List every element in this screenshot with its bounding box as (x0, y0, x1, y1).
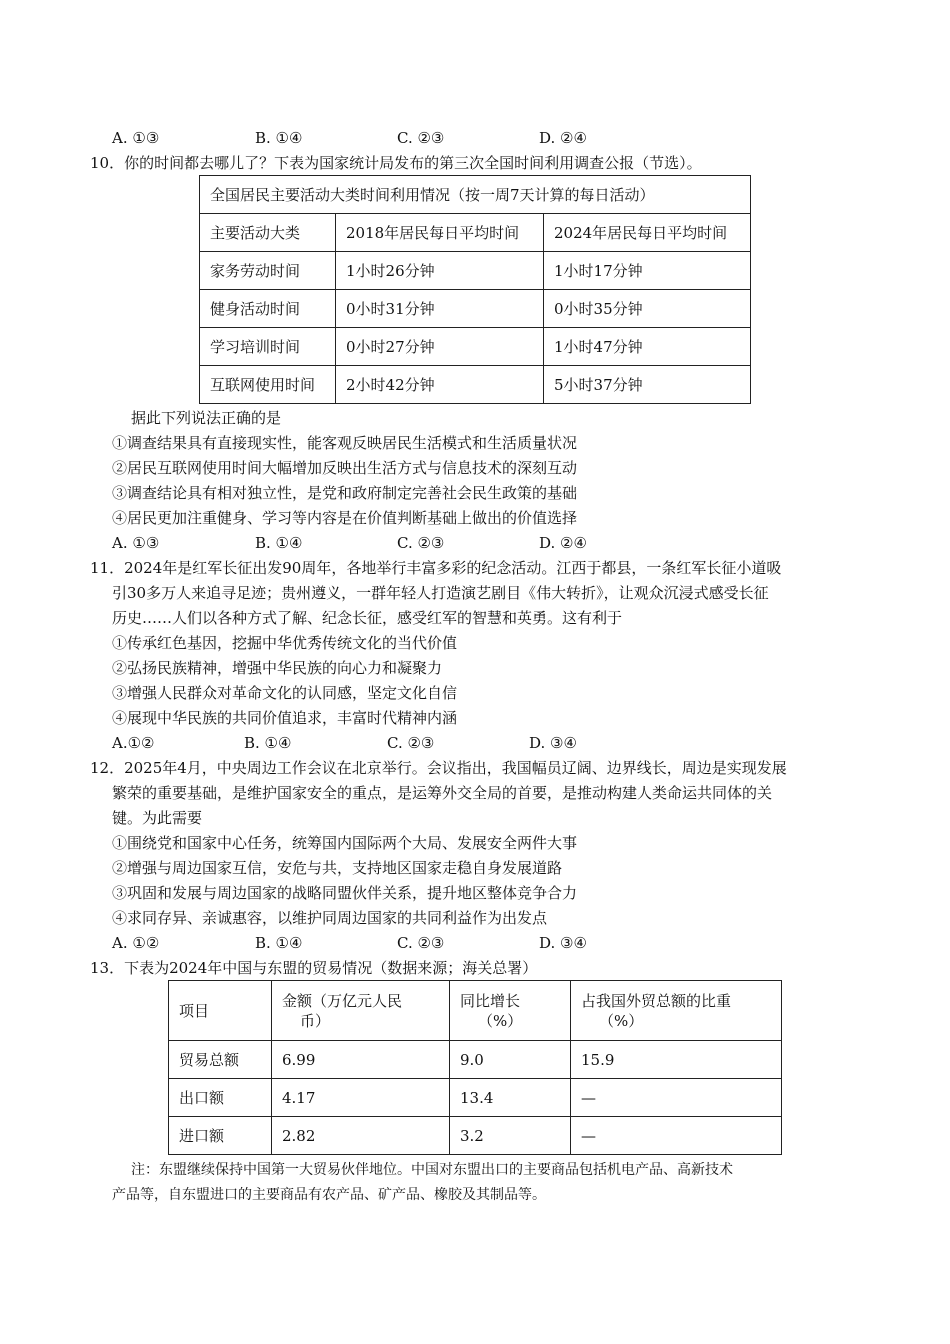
q11-option-b: B. ①④ (244, 734, 292, 752)
table-cell: — (571, 1079, 782, 1117)
q10-header-2018: 2018年居民每日平均时间 (336, 214, 544, 252)
table-cell: 0小时27分钟 (336, 328, 544, 366)
q12-option-a: A. ①② (112, 934, 160, 952)
q13-header-growth (450, 981, 571, 1041)
q9-option-b: B. ①④ (255, 129, 303, 147)
q12-statement-1: ①围绕党和国家中心任务，统筹国内国际两个大局、发展安全两件大事 (112, 834, 578, 852)
q13-header-share-line-2: （%） (599, 1011, 644, 1030)
q11-statement-4: ④展现中华民族的共同价值追求，丰富时代精神内涵 (112, 709, 458, 727)
q13-header-item: 项目 (169, 981, 272, 1041)
table-cell: 13.4 (450, 1079, 571, 1117)
q9-options (112, 128, 712, 148)
q11-statement-3: ③增强人民群众对革命文化的认同感，坚定文化自信 (112, 684, 458, 702)
table-row (200, 366, 751, 404)
q10-statement-3: ③调查结论具有相对独立性，是党和政府制定完善社会民生政策的基础 (112, 484, 578, 502)
q12-option-c: C. ②③ (397, 934, 445, 952)
table-cell: 家务劳动时间 (200, 252, 336, 290)
table-cell: 3.2 (450, 1117, 571, 1155)
q13-header-growth-line-1: 同比增长 (460, 991, 521, 1010)
table-cell: 15.9 (571, 1041, 782, 1079)
q12-statement-3: ③巩固和发展与周边国家的战略同盟伙伴关系，提升地区整体竞争合力 (112, 884, 578, 902)
q13-table (168, 980, 782, 1155)
q10-options (112, 533, 712, 553)
q13-stem: 13．下表为2024年中国与东盟的贸易情况（数据来源；海关总署） (90, 959, 538, 977)
table-row (200, 252, 751, 290)
table-cell: 0小时35分钟 (544, 290, 751, 328)
q11-option-a: A.①② (112, 734, 155, 752)
table-cell: 学习培训时间 (200, 328, 336, 366)
q10-statement-1: ①调查结果具有直接现实性，能客观反映居民生活模式和生活质量状况 (112, 434, 578, 452)
table-cell: 1小时17分钟 (544, 252, 751, 290)
table-cell: 贸易总额 (169, 1041, 272, 1079)
q10-stem: 10．你的时间都去哪儿了？下表为国家统计局发布的第三次全国时间利用调查公报（节选）。 (90, 154, 702, 172)
q10-table-title: 全国居民主要活动大类时间利用情况（按一周7天计算的每日活动） (200, 176, 751, 214)
q12-options (112, 933, 712, 953)
q13-header-growth-line-2: （%） (478, 1011, 523, 1030)
table-row (169, 1117, 782, 1155)
q13-note-line-1: 注：东盟继续保持中国第一大贸易伙伴地位。中国对东盟出口的主要商品包括机电产品、高新技术 (131, 1162, 733, 1178)
table-cell: 1小时47分钟 (544, 328, 751, 366)
table-row (169, 1041, 782, 1079)
q9-option-a: A. ①③ (112, 129, 160, 147)
q10-statement-4: ④居民更加注重健身、学习等内容是在价值判断基础上做出的价值选择 (112, 509, 578, 527)
table-cell: 进口额 (169, 1117, 272, 1155)
table-cell: 2.82 (272, 1117, 450, 1155)
table-cell: 0小时31分钟 (336, 290, 544, 328)
q10-header-2024: 2024年居民每日平均时间 (544, 214, 751, 252)
table-cell: 2小时42分钟 (336, 366, 544, 404)
q13-header-share-line-1: 占我国外贸总额的比重 (581, 991, 732, 1010)
q11-options (112, 733, 712, 753)
table-row (200, 328, 751, 366)
q12-option-b: B. ①④ (255, 934, 303, 952)
q13-header-share (571, 981, 782, 1041)
q13-note-line-2: 产品等，自东盟进口的主要商品有农产品、矿产品、橡胶及其制品等。 (112, 1187, 546, 1203)
q13-header-amount-line-2: 币） (300, 1011, 331, 1030)
q12-option-d: D. ③④ (539, 934, 587, 952)
q13-header-amount-line-1: 金额（万亿元人民 (282, 991, 403, 1010)
table-cell: 9.0 (450, 1041, 571, 1079)
table-cell: 4.17 (272, 1079, 450, 1117)
table-cell: 1小时26分钟 (336, 252, 544, 290)
q10-option-d: D. ②④ (539, 534, 587, 552)
table-cell: 5小时37分钟 (544, 366, 751, 404)
q10-option-a: A. ①③ (112, 534, 160, 552)
q10-statement-2: ②居民互联网使用时间大幅增加反映出生活方式与信息技术的深刻互动 (112, 459, 578, 477)
q11-stem-line-1: 11．2024年是红军长征出发90周年，各地举行丰富多彩的纪念活动。江西于都县，一条红军长征小道吸 (90, 559, 782, 577)
q12-statement-4: ④求同存异、亲诚惠容，以维护同周边国家的共同利益作为出发点 (112, 909, 548, 927)
q12-stem-line-3: 键。为此需要 (112, 809, 203, 827)
q12-stem-line-1: 12．2025年4月，中央周边工作会议在北京举行。会议指出，我国幅员辽阔、边界线长，周边是实现发展 (90, 759, 787, 777)
q10-table (199, 175, 751, 404)
q11-option-c: C. ②③ (387, 734, 435, 752)
q11-statement-1: ①传承红色基因，挖掘中华优秀传统文化的当代价值 (112, 634, 458, 652)
table-cell: 6.99 (272, 1041, 450, 1079)
q13-header-amount (272, 981, 450, 1041)
q11-statement-2: ②弘扬民族精神，增强中华民族的向心力和凝聚力 (112, 659, 443, 677)
table-cell: 健身活动时间 (200, 290, 336, 328)
q9-option-d: D. ②④ (539, 129, 587, 147)
q12-statement-2: ②增强与周边国家互信，安危与共，支持地区国家走稳自身发展道路 (112, 859, 563, 877)
q10-option-b: B. ①④ (255, 534, 303, 552)
q10-option-c: C. ②③ (397, 534, 445, 552)
q11-stem-line-2: 引30多万人来追寻足迹；贵州遵义，一群年轻人打造演艺剧目《伟大转折》，让观众沉浸式感受长征 (112, 584, 769, 602)
q11-stem-line-3: 历史……人们以各种方式了解、纪念长征，感受红军的智慧和英勇。这有利于 (112, 609, 623, 627)
table-cell: — (571, 1117, 782, 1155)
table-row (200, 290, 751, 328)
table-row (169, 1079, 782, 1117)
table-cell: 互联网使用时间 (200, 366, 336, 404)
q12-stem-line-2: 繁荣的重要基础，是维护国家安全的重点，是运筹外交全局的首要，是推动构建人类命运共同体的关 (112, 784, 773, 802)
table-cell: 出口额 (169, 1079, 272, 1117)
q10-prompt: 据此下列说法正确的是 (131, 409, 282, 427)
q10-header-category: 主要活动大类 (200, 214, 336, 252)
q11-option-d: D. ③④ (529, 734, 577, 752)
q9-option-c: C. ②③ (397, 129, 445, 147)
